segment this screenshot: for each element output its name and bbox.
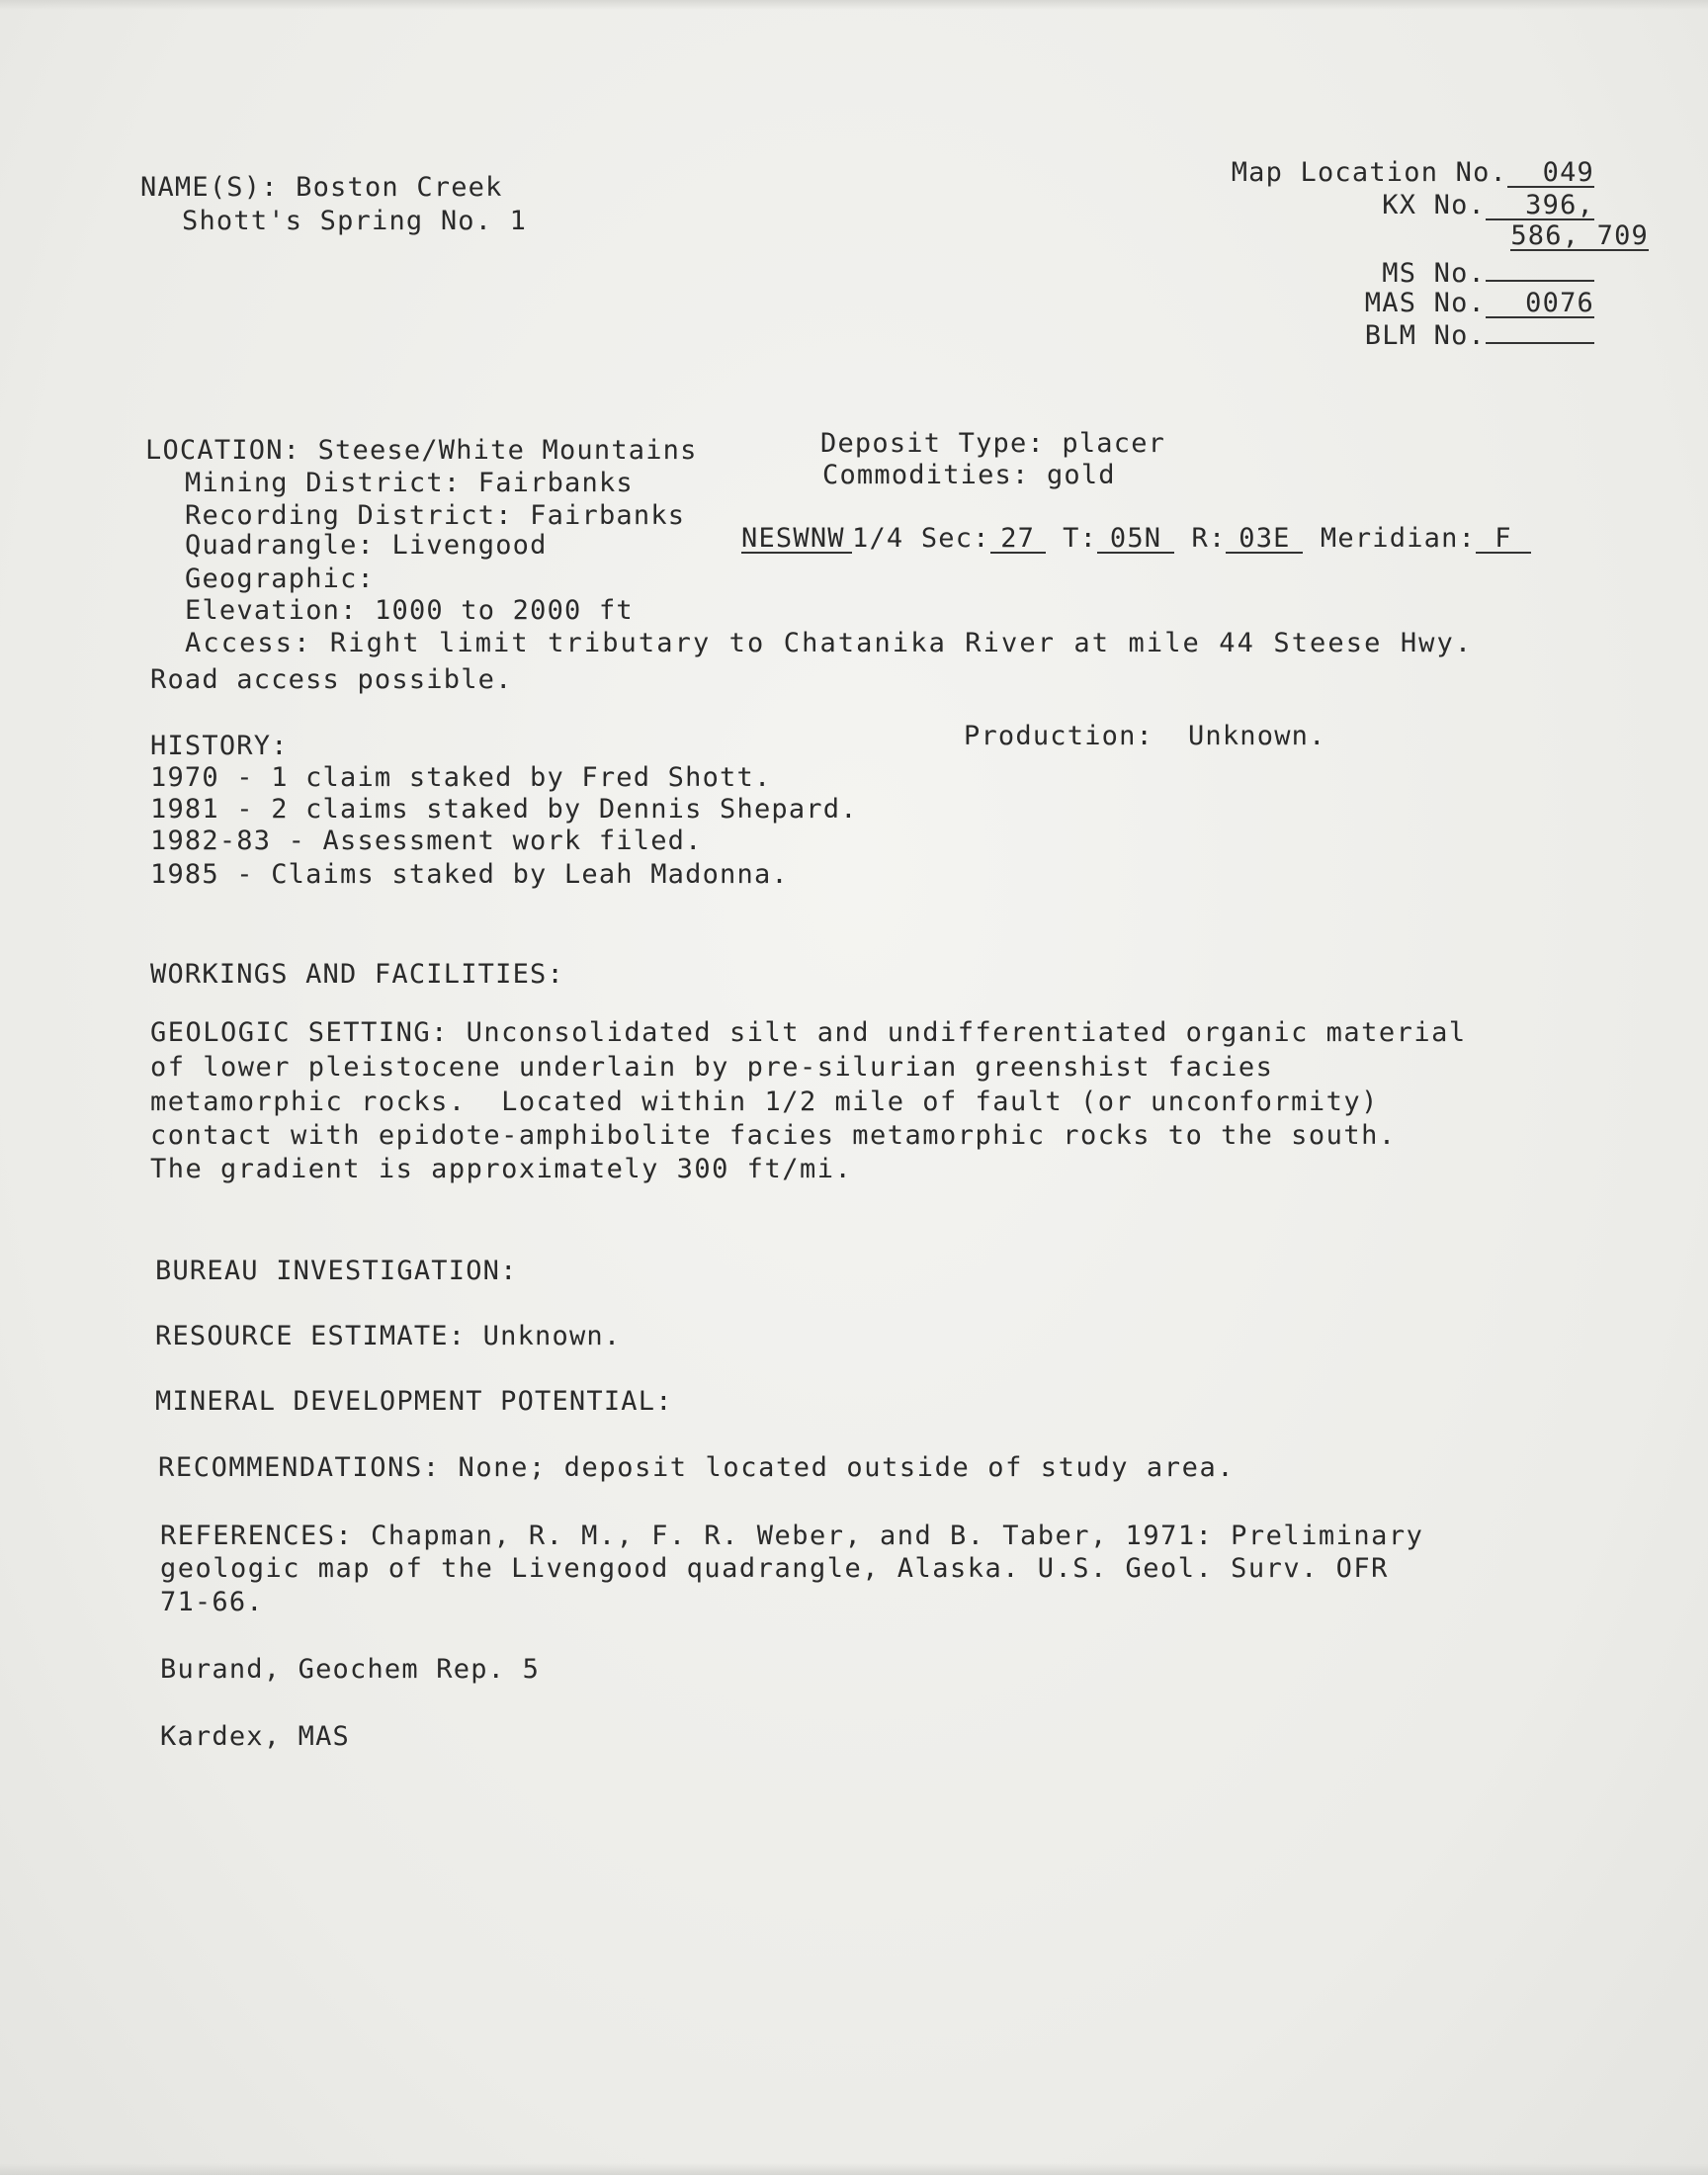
mas-label: MAS No. — [1364, 288, 1486, 318]
quadrangle-label: Quadrangle: — [185, 530, 376, 561]
sec-value: 27 — [990, 526, 1046, 554]
references-label: REFERENCES: — [160, 1521, 354, 1551]
references-text-1: Chapman, R. M., F. R. Weber, and B. Taber, 1971: Preliminary — [371, 1521, 1424, 1551]
references-line-3: 71-66. — [160, 1587, 264, 1617]
sec-label: Sec: — [920, 523, 990, 554]
meridian-value: F — [1476, 526, 1531, 554]
scan-edge-bottom — [0, 2163, 1708, 2175]
recommendations-label: RECOMMENDATIONS: — [158, 1452, 441, 1483]
elevation-value: 1000 to 2000 ft — [375, 595, 634, 626]
commodities-value: gold — [1046, 460, 1116, 490]
location-line — [145, 436, 698, 466]
commodities-label: Commodities: — [822, 460, 1030, 490]
location-label: LOCATION: — [145, 435, 301, 466]
recording-district-label: Recording District: — [185, 500, 513, 531]
r-value: 03E — [1226, 526, 1303, 554]
production-value: Unknown. — [1187, 721, 1326, 751]
geologic-line-3: metamorphic rocks. Located within 1/2 mile of fault (or unconformity) — [150, 1087, 1379, 1117]
blm-label: BLM No. — [1364, 320, 1486, 351]
map-location-label: Map Location No. — [1231, 157, 1507, 188]
meridian-label: Meridian: — [1320, 523, 1477, 554]
blm-line — [1365, 321, 1594, 351]
kx-line — [1382, 191, 1594, 220]
geographic-label: Geographic: — [185, 564, 376, 594]
references-line-2: geologic map of the Livengood quadrangle, Alaska. U.S. Geol. Surv. OFR — [160, 1553, 1389, 1584]
references-extra-1: Burand, Geochem Rep. 5 — [160, 1654, 541, 1685]
name-2: Shott's Spring No. 1 — [182, 206, 528, 236]
access-line-1 — [185, 629, 1473, 658]
names-line — [140, 173, 503, 203]
map-location-value: 049 — [1507, 160, 1594, 188]
history-label: HISTORY: — [150, 731, 289, 761]
history-entry-2: 1981 - 2 claims staked by Dennis Shepard. — [150, 794, 858, 825]
mining-district-label: Mining District: — [185, 468, 462, 498]
recommendations-value: None; deposit located outside of study area. — [458, 1452, 1236, 1483]
production-label: Production: — [964, 721, 1154, 751]
scan-edge-top — [0, 0, 1708, 10]
mining-district-line — [185, 469, 634, 498]
geologic-line-4: contact with epidote-amphibolite facies metamorphic rocks to the south. — [150, 1120, 1397, 1151]
t-label: T: — [1063, 523, 1098, 554]
kx-label: KX No. — [1382, 190, 1486, 220]
bureau-label: BUREAU INVESTIGATION: — [155, 1256, 518, 1286]
access-line-2: Road access possible. — [150, 664, 513, 695]
history-entry-4: 1985 - Claims staked by Leah Madonna. — [150, 859, 789, 890]
blm-value — [1486, 342, 1594, 344]
quarter-value: NESWNW — [741, 526, 852, 554]
name-1: Boston Creek — [296, 172, 503, 203]
quadrangle-value: Livengood — [391, 530, 548, 561]
mineral-label: MINERAL DEVELOPMENT POTENTIAL: — [155, 1386, 673, 1417]
commodities-line — [822, 461, 1116, 490]
legal-description-line — [741, 524, 1531, 554]
t-value: 05N — [1097, 526, 1174, 554]
deposit-type-value: placer — [1062, 428, 1166, 459]
elevation-label: Elevation: — [185, 595, 358, 626]
references-line-1 — [160, 1522, 1423, 1551]
quadrangle-line — [185, 531, 548, 561]
ms-value — [1486, 280, 1594, 282]
r-label: R: — [1191, 523, 1227, 554]
deposit-type-line — [820, 429, 1165, 459]
mas-value: 0076 — [1486, 291, 1594, 318]
resource-line — [155, 1322, 621, 1351]
kx-value-2: 586, 709 — [1510, 220, 1649, 251]
kx-value-1: 396, — [1486, 193, 1594, 220]
access-value-1: Right limit tributary to Chatanika River at mile 44 Steese Hwy. — [329, 628, 1474, 658]
mas-line — [1365, 289, 1594, 318]
geologic-line-5: The gradient is approximately 300 ft/mi. — [150, 1154, 853, 1184]
resource-value: Unknown. — [482, 1321, 622, 1351]
references-extra-2: Kardex, MAS — [160, 1721, 351, 1752]
workings-label: WORKINGS AND FACILITIES: — [150, 959, 564, 990]
mining-district-value: Fairbanks — [477, 468, 634, 498]
recommendations-line — [158, 1453, 1235, 1483]
quarter-label: 1/4 — [852, 523, 904, 554]
location-value: Steese/White Mountains — [317, 435, 698, 466]
names-label: NAME(S): — [140, 172, 279, 203]
map-location-line — [1232, 158, 1594, 188]
kx-value-2-line — [1510, 221, 1649, 251]
geologic-line-1 — [150, 1018, 1467, 1048]
history-entry-3: 1982-83 - Assessment work filed. — [150, 826, 703, 856]
history-entry-1: 1970 - 1 claim staked by Fred Shott. — [150, 762, 772, 793]
production-line — [964, 722, 1326, 751]
access-label: Access: — [185, 628, 312, 658]
geologic-text-1: Unconsolidated silt and undifferentiated organic material — [466, 1017, 1467, 1048]
resource-label: RESOURCE ESTIMATE: — [155, 1321, 467, 1351]
elevation-line — [185, 596, 634, 626]
recording-district-line — [185, 501, 685, 531]
geologic-label: GEOLOGIC SETTING: — [150, 1017, 449, 1048]
geologic-line-2: of lower pleistocene underlain by pre-silurian greenshist facies — [150, 1052, 1274, 1083]
recording-district-value: Fairbanks — [530, 500, 686, 531]
ms-label: MS No. — [1382, 258, 1486, 289]
ms-line — [1382, 259, 1594, 289]
deposit-type-label: Deposit Type: — [820, 428, 1045, 459]
